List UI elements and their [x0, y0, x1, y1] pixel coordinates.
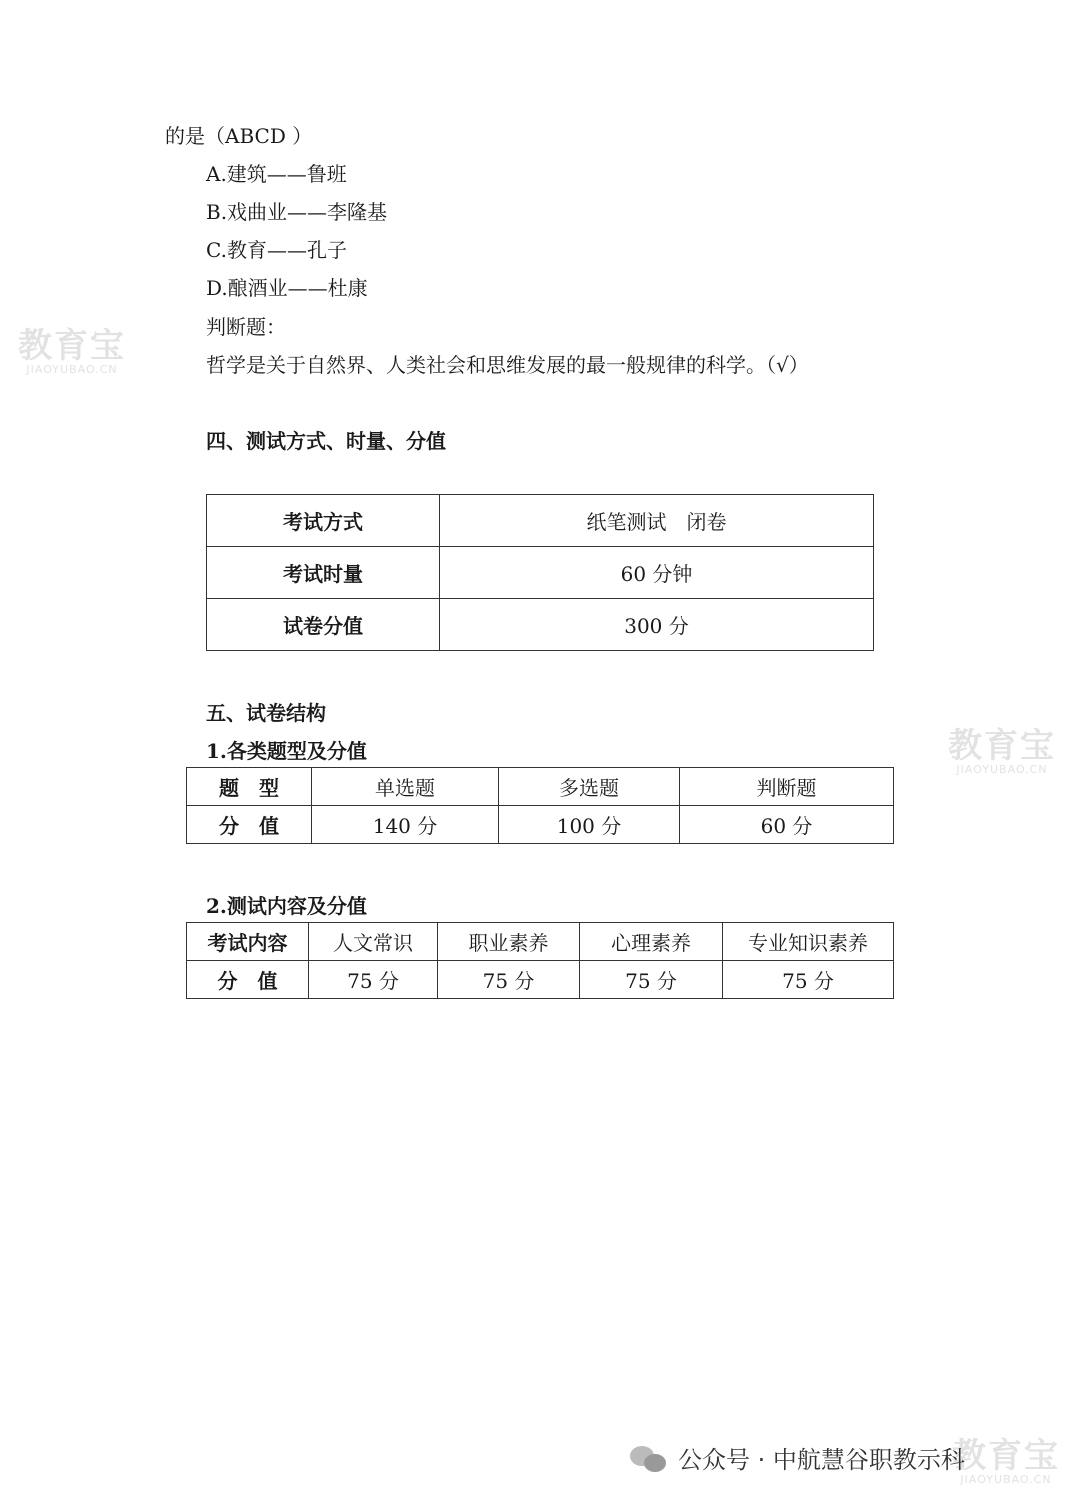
row-label: 考试时量	[207, 547, 440, 599]
watermark-name: 教育宝	[952, 1436, 1060, 1476]
section4-title: 四、测试方式、时量、分值	[206, 429, 446, 453]
sub1-title: 1.各类题型及分值	[206, 739, 367, 763]
question-type-table	[186, 767, 894, 844]
value-label: 分 值	[187, 961, 309, 999]
header-cell: 人文常识	[309, 923, 438, 961]
option-c: C.教育——孔子	[206, 238, 347, 262]
footer-text: 公众号 · 中航慧谷职教示科	[678, 1446, 965, 1474]
watermark-name: 教育宝	[18, 326, 126, 366]
test-info-table	[206, 494, 874, 651]
header-cell: 单选题	[312, 768, 499, 806]
judgment-label: 判断题：	[206, 315, 286, 339]
value-cell: 75 分	[723, 961, 894, 999]
value-cell: 100 分	[499, 806, 680, 844]
value-cell: 140 分	[312, 806, 499, 844]
value-cell: 75 分	[309, 961, 438, 999]
row-label: 试卷分值	[207, 599, 440, 651]
watermark-left	[18, 328, 126, 376]
value-cell: 75 分	[580, 961, 723, 999]
content-score-table	[186, 922, 894, 999]
table-row	[187, 923, 894, 961]
watermark-right	[948, 728, 1056, 776]
footer-account	[630, 1440, 965, 1475]
row-value: 纸笔测试 闭卷	[440, 495, 874, 547]
watermark-name: 教育宝	[948, 726, 1056, 766]
header-label: 考试内容	[187, 923, 309, 961]
option-d: D.酿酒业——杜康	[206, 276, 368, 300]
table-row	[207, 495, 874, 547]
watermark-bottom	[952, 1438, 1060, 1486]
question-tail: 的是（ABCD ）	[165, 124, 313, 148]
table-row	[207, 599, 874, 651]
row-label: 考试方式	[207, 495, 440, 547]
watermark-domain: JIAOYUBAO.CN	[26, 363, 118, 376]
table-row	[187, 806, 894, 844]
table-row	[187, 961, 894, 999]
row-value: 300 分	[440, 599, 874, 651]
header-cell: 职业素养	[438, 923, 580, 961]
option-b: B.戏曲业——李隆基	[206, 200, 388, 224]
header-cell: 多选题	[499, 768, 680, 806]
header-cell: 专业知识素养	[723, 923, 894, 961]
header-cell: 心理素养	[580, 923, 723, 961]
value-cell: 60 分	[680, 806, 894, 844]
header-cell: 判断题	[680, 768, 894, 806]
sub2-title: 2.测试内容及分值	[206, 894, 367, 918]
wechat-icon	[630, 1444, 668, 1472]
option-a: A.建筑——鲁班	[206, 162, 347, 186]
table-row	[207, 547, 874, 599]
section5-title: 五、试卷结构	[206, 701, 326, 725]
row-value: 60 分钟	[440, 547, 874, 599]
value-cell: 75 分	[438, 961, 580, 999]
value-label: 分 值	[187, 806, 312, 844]
header-label: 题 型	[187, 768, 312, 806]
watermark-domain: JIAOYUBAO.CN	[956, 763, 1048, 776]
judgment-example: 哲学是关于自然界、人类社会和思维发展的最一般规律的科学。（√）	[206, 353, 809, 377]
table-row	[187, 768, 894, 806]
watermark-domain: JIAOYUBAO.CN	[960, 1473, 1052, 1486]
